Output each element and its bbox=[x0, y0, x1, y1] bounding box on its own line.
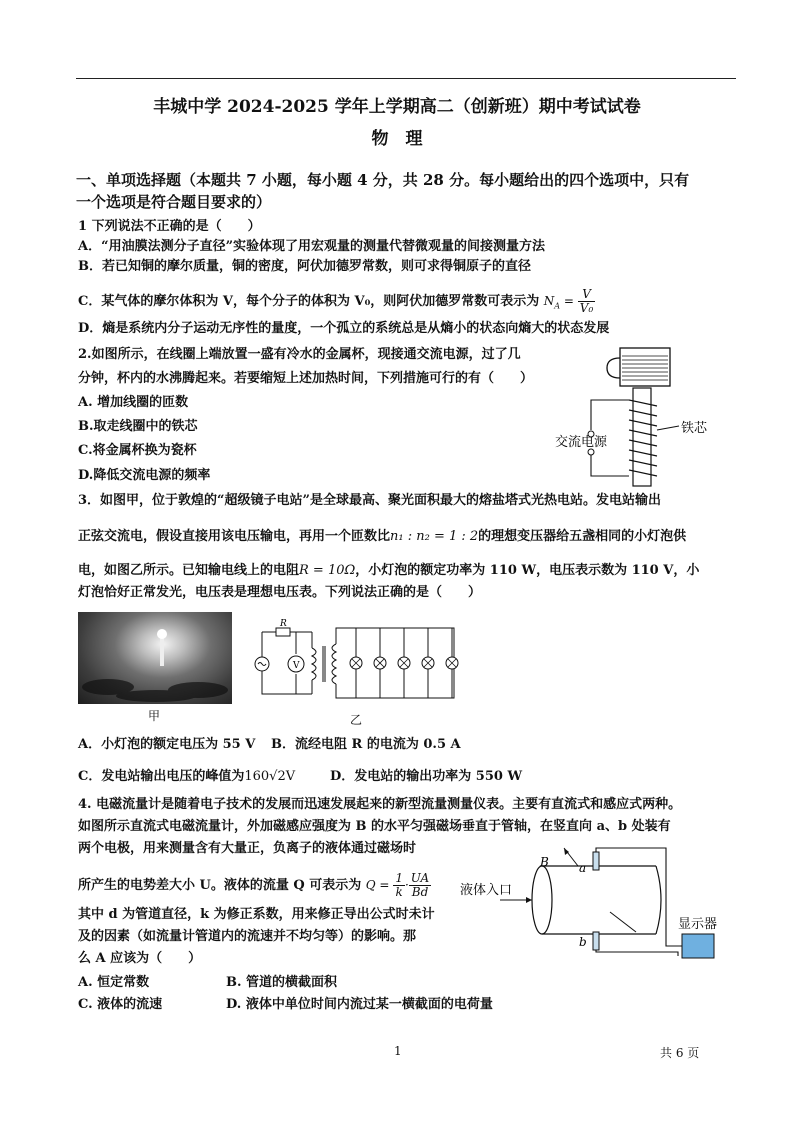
section-heading-line1: 一、单项选择题（本题共 7 小题，每小题 4 分，共 28 分。每小题给出的四个选项中，只有 bbox=[76, 171, 690, 189]
subject-title: 物 理 bbox=[371, 129, 423, 149]
q3-figure-label-a: 甲 bbox=[148, 709, 161, 723]
q3-photo-overlay bbox=[78, 612, 232, 704]
q3-stem-line2 bbox=[78, 528, 686, 546]
q4-stem-line2: 如图所示直流式电磁流量计，外加磁感应强度为 B 的水平匀强磁场垂直于管轴，在竖直向 a、b 处装有 bbox=[78, 819, 671, 834]
q3-option-b: B．流经电阻 R 的电流为 0.5 A bbox=[271, 737, 461, 752]
q1-option-d: D．熵是系统内分子运动无序性的量度，一个孤立的系统总是从熵小的状态向熵大的状态发展 bbox=[78, 321, 610, 336]
exam-title: 丰城中学 2024-2025 学年上学期高二（创新班）期中考试试卷 bbox=[153, 97, 641, 117]
q4-B-label: B bbox=[540, 855, 549, 869]
q2-coil-figure bbox=[555, 342, 735, 490]
q4-stem-line1: 4. 电磁流量计是随着电子技术的发展而迅速发展起来的新型流量测量仪表。主要有直流式和感应式两种。 bbox=[78, 797, 682, 812]
q3-primary-coil bbox=[312, 648, 316, 680]
q4-fraction-2 bbox=[409, 872, 431, 899]
q3-option-c-value: 160√2V bbox=[244, 769, 296, 784]
q2-source-label: 交流电源 bbox=[555, 435, 608, 450]
q3-option-a: A．小灯泡的额定电压为 55 V bbox=[78, 737, 256, 752]
q4-display-box bbox=[682, 934, 714, 958]
q3-stem-line1: 3．如图甲，位于敦煌的“超级镜子电站”是全球最高、聚光面积最大的熔盐塔式光热电站。发电站输出 bbox=[78, 493, 662, 508]
q3-stem-line2b: 的理想变压器给五盏相同的小灯泡供 bbox=[478, 529, 687, 544]
q4-option-d: D. 液体中单位时间内流过某一横截面的电荷量 bbox=[226, 997, 493, 1012]
q4-pipe-outlet bbox=[656, 866, 661, 934]
q1-formula-eq: = bbox=[563, 294, 574, 308]
q3-stem-line3 bbox=[78, 562, 699, 580]
header-rule bbox=[76, 78, 736, 79]
q3-option-c-text: C．发电站输出电压的峰值为 bbox=[78, 769, 245, 784]
q3-figure-label-b: 乙 bbox=[350, 713, 363, 727]
q2-option-c: C.将金属杯换为瓷杯 bbox=[78, 443, 197, 458]
q1-stem: 1 下列说法不正确的是（ ） bbox=[78, 219, 261, 234]
q1-option-a: A．“用油膜法测分子直径”实验体现了用宏观量的测量代替微观量的间接测量方法 bbox=[78, 239, 546, 254]
q3-stem-line2a: 正弦交流电，假设直接用该电压输电，再用一个匝数比 bbox=[78, 529, 391, 544]
page-number: 1 bbox=[394, 1044, 402, 1058]
q3-stem-line3a: 电，如图乙所示。已知输电线上的电阻 bbox=[78, 563, 300, 578]
q4-stem-line5: 其中 d 为管道直径，k 为修正系数，用来修正导出公式时未计 bbox=[78, 907, 435, 922]
page-total: 共 6 页 bbox=[660, 1046, 700, 1060]
section-heading-line2: 一个选项是符合题目要求的） bbox=[76, 193, 272, 211]
q1-option-c-text: C．某气体的摩尔体积为 V，每个分子的体积为 V₀，则阿伏加德罗常数可表示为 bbox=[78, 294, 540, 309]
q2-option-b: B.取走线圈中的铁芯 bbox=[78, 419, 198, 434]
q1-option-b: B．若已知铜的摩尔质量，铜的密度，阿伏加德罗常数，则可求得铜原子的直径 bbox=[78, 259, 531, 274]
q2-cup-handle bbox=[607, 358, 620, 378]
q4-inlet-label: 液体入口 bbox=[460, 883, 513, 898]
q3-fig-R-label: R bbox=[280, 619, 287, 629]
q4-stem-line3: 两个电极，用来测量含有大量正，负离子的液体通过磁场时 bbox=[78, 841, 417, 856]
q4-formula: Q = $\frac{1}{k}$ · $\frac{UA}{Bd}$ bbox=[365, 871, 430, 899]
q1-fraction bbox=[578, 288, 595, 315]
q4-pipe-inlet bbox=[532, 866, 552, 934]
q4-fraction-1 bbox=[393, 872, 405, 899]
q3-fig-V-label: V bbox=[293, 661, 300, 671]
q2-water bbox=[622, 356, 668, 380]
q4-option-b: B. 管道的横截面积 bbox=[226, 975, 338, 990]
q2-option-a: A. 增加线圈的匝数 bbox=[78, 395, 189, 410]
q4-stem-line7: 么 A 应该为（ ） bbox=[78, 951, 202, 966]
q4-stem-line4-text: 所产生的电势差大小 U。液体的流量 Q 可表示为 bbox=[78, 878, 362, 893]
q4-fraction-1-den: k bbox=[395, 885, 403, 899]
q3-stem-line3b: ，小灯泡的额定功率为 110 W，电压表示数为 110 V，小 bbox=[355, 563, 700, 578]
q1-fraction-num: V bbox=[578, 288, 595, 302]
q4-display-label: 显示器 bbox=[678, 917, 718, 932]
q3-option-c bbox=[78, 768, 295, 786]
q4-a-label: a bbox=[579, 861, 587, 875]
q1-formula bbox=[543, 287, 595, 315]
q4-b-label: b bbox=[579, 935, 587, 949]
q1-fraction-den: V₀ bbox=[579, 301, 594, 315]
q4-electrode-a bbox=[593, 852, 599, 870]
q4-stem-line6: 及的因素（如流量计管道内的流速并不均匀等）的影响。那 bbox=[78, 929, 417, 944]
q1-option-c bbox=[78, 288, 595, 315]
q3-circuit-figure bbox=[250, 618, 472, 708]
q2-core-label: 铁芯 bbox=[681, 421, 708, 436]
q2-stem-line2: 分钟，杯内的水沸腾起来。若要缩短上述加热时间，下列措施可行的有（ ） bbox=[78, 371, 534, 386]
q3-resistance: R = 10Ω bbox=[299, 563, 356, 578]
q2-stem-line1: 2.如图所示，在线圈上端放置一盛有冷水的金属杯，现接通交流电源，过了几 bbox=[78, 347, 521, 362]
q4-electrode-b bbox=[593, 932, 599, 950]
q4-option-a: A. 恒定常数 bbox=[78, 975, 150, 990]
q4-fraction-2-num: UA bbox=[410, 871, 430, 885]
q4-flowmeter-figure bbox=[460, 842, 732, 968]
q4-fraction-2-den: Bd bbox=[411, 885, 429, 899]
q4-option-c: C. 液体的流速 bbox=[78, 997, 163, 1012]
q3-turns-ratio: n₁ : n₂ = 1 : 2 bbox=[390, 529, 479, 544]
q3-stem-line4: 灯泡恰好正常发光，电压表是理想电压表。下列说法正确的是（ ） bbox=[78, 585, 482, 600]
q4-stem-line4 bbox=[78, 872, 431, 899]
q2-option-d: D.降低交流电源的频率 bbox=[78, 468, 211, 483]
q1-formula-sub: A bbox=[554, 301, 561, 311]
q4-fraction-1-num: 1 bbox=[395, 871, 403, 885]
q3-secondary-coil bbox=[332, 644, 336, 684]
q3-option-d: D．发电站的输出功率为 550 W bbox=[330, 769, 523, 784]
q4-formula-lhs: Q = bbox=[365, 878, 390, 892]
q3-resistor bbox=[276, 628, 290, 636]
q1-formula-lhs: N bbox=[543, 294, 555, 308]
